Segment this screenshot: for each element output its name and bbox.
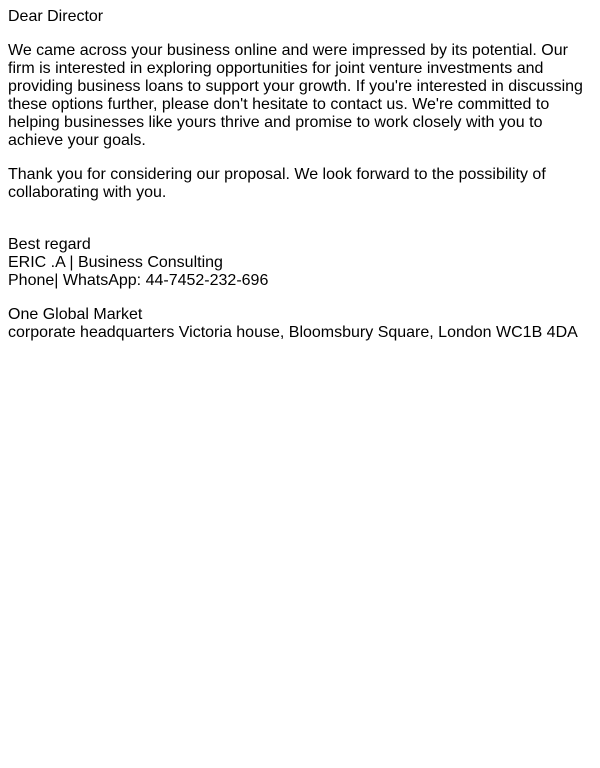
signature-closing: Best regard: [8, 236, 91, 253]
company-block: [8, 306, 592, 342]
signature-phone: Phone| WhatsApp: 44-7452-232-696: [8, 272, 269, 289]
email-document: [8, 8, 592, 342]
signature-name-title: ERIC .A | Business Consulting: [8, 254, 223, 271]
salutation: Dear Director: [8, 8, 104, 25]
company-address: corporate headquarters Victoria house, Bloomsbury Square, London WC1B 4DA: [8, 324, 578, 341]
company-name: One Global Market: [8, 306, 143, 323]
thank-you-paragraph: Thank you for considering our proposal. We look forward to the possibility of collaborating with you.: [8, 166, 546, 201]
intro-paragraph: We came across your business online and were impressed by its potential. Our firm is interested in exploring opportunities for joint venture investments and providing business loans to support your growth. If you're interested in discussing these options further, please don't hesitate to contact us. We're committed to helping businesses like yours thrive and promise to work closely with you to achieve your goals.: [8, 42, 583, 149]
signature-block: [8, 218, 592, 290]
